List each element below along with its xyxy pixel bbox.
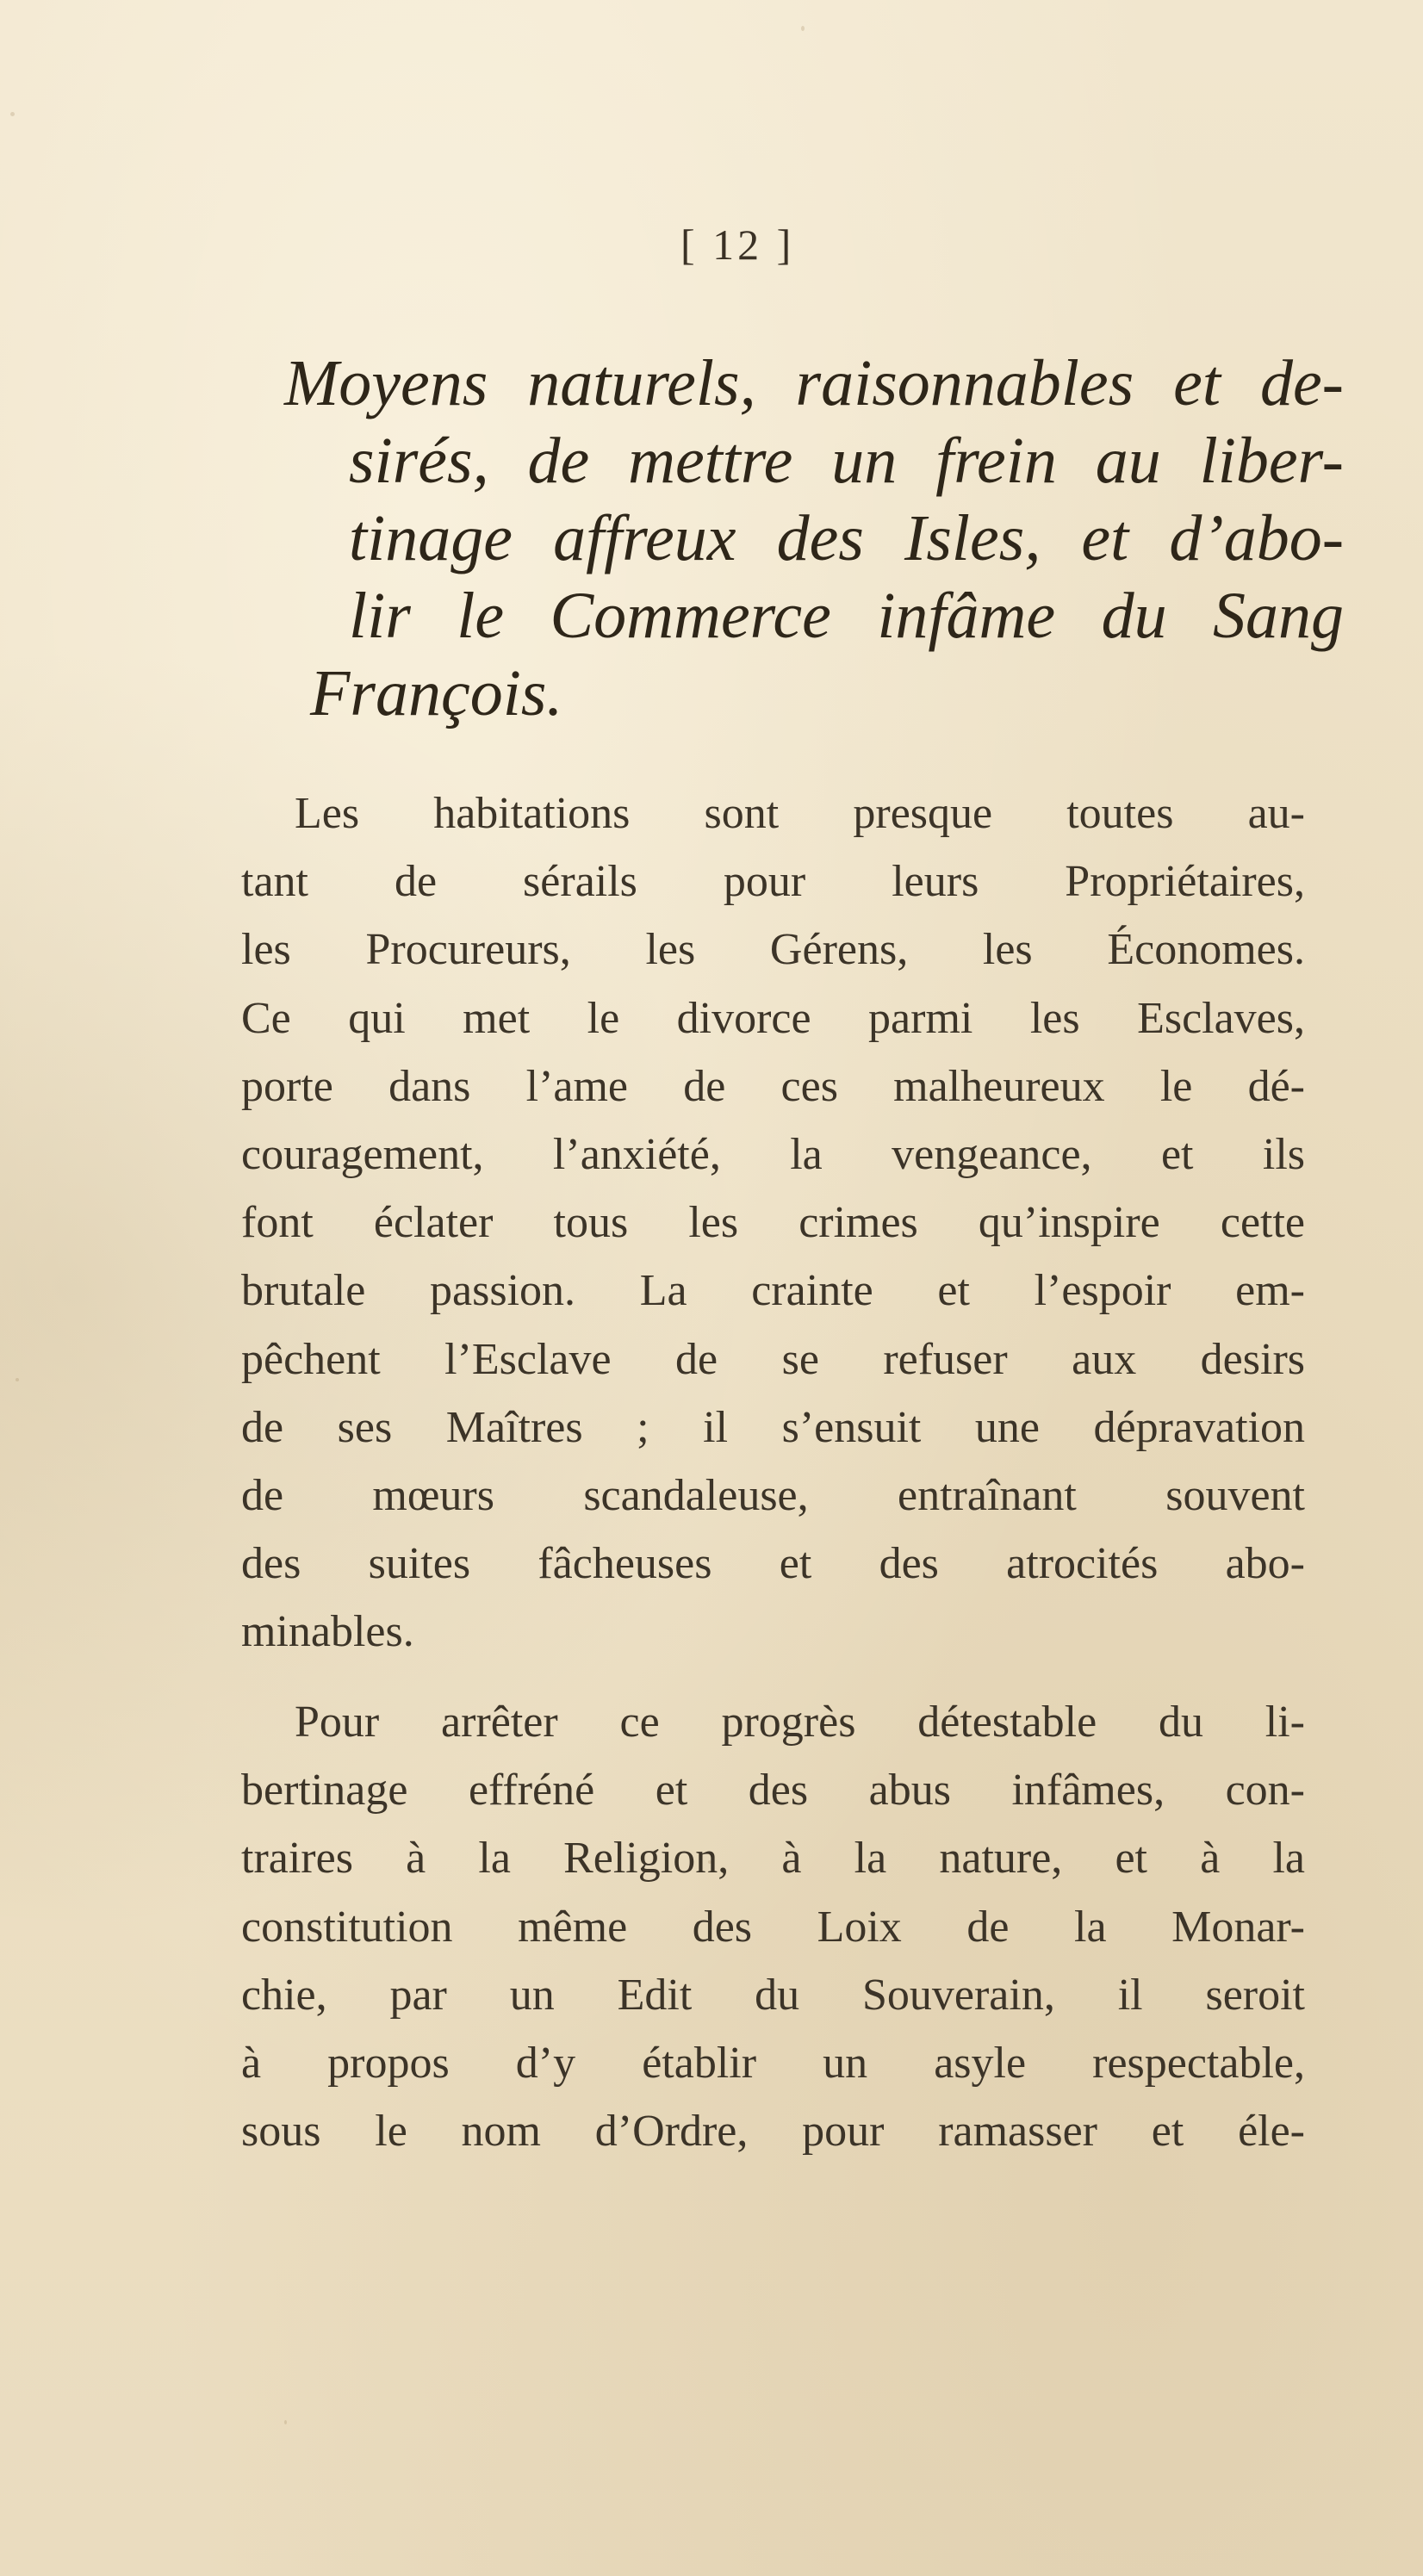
heading-line: François. (310, 657, 563, 729)
heading-line: lir le Commerce infâme du Sang (349, 580, 1344, 652)
heading-line: tinage affreux des Isles, et d’abo- (349, 502, 1344, 574)
text-line: Pour arrêter ce progrès détestable du li- (295, 1698, 1305, 1747)
text-line: Ce qui met le divorce parmi les Esclaves, (241, 993, 1305, 1043)
body-paragraph (241, 779, 1305, 1667)
paper-spot (284, 2420, 287, 2424)
text-line: font éclater tous les crimes qu’inspire cette (241, 1198, 1305, 1248)
text-line: pêchent l’Esclave de se refuser aux desirs (241, 1334, 1305, 1384)
chapter-heading (284, 345, 1344, 732)
text-line: porte dans l’ame de ces malheureux le dé- (241, 1061, 1305, 1111)
text-line: minables. (241, 1607, 414, 1657)
text-line: sous le nom d’Ordre, pour ramasser et éle- (241, 2107, 1305, 2157)
page-number: [ 12 ] (680, 220, 795, 269)
text-line: Les habitations sont presque toutes au- (295, 789, 1305, 838)
text-line: les Procureurs, les Gérens, les Économes. (241, 925, 1305, 975)
text-line: chie, par un Edit du Souverain, il seroit (241, 1970, 1305, 2020)
text-line: brutale passion. La crainte et l’espoir em- (241, 1266, 1305, 1316)
heading-line: sirés, de mettre un frein au liber- (349, 425, 1344, 497)
text-line: des suites fâcheuses et des atrocités abo- (241, 1539, 1305, 1589)
text-line: traires à la Religion, à la nature, et à la (241, 1834, 1305, 1884)
paper-spot (10, 112, 15, 116)
text-line: constitution même des Loix de la Monar- (241, 1902, 1305, 1952)
text-line: de mœurs scandaleuse, entraînant souvent (241, 1471, 1305, 1521)
text-line: de ses Maîtres ; il s’ensuit une dépravation (241, 1402, 1305, 1452)
body-paragraph (241, 1688, 1305, 2165)
paper-spot (16, 1378, 19, 1381)
paper-spot (801, 26, 805, 31)
heading-line: Moyens naturels, raisonnables et de- (284, 347, 1344, 419)
text-line: tant de sérails pour leurs Propriétaires, (241, 857, 1305, 907)
text-line: bertinage effréné et des abus infâmes, con- (241, 1766, 1305, 1816)
text-line: à propos d’y établir un asyle respectable, (241, 2039, 1305, 2089)
text-line: couragement, l’anxiété, la vengeance, et ils (241, 1130, 1305, 1180)
